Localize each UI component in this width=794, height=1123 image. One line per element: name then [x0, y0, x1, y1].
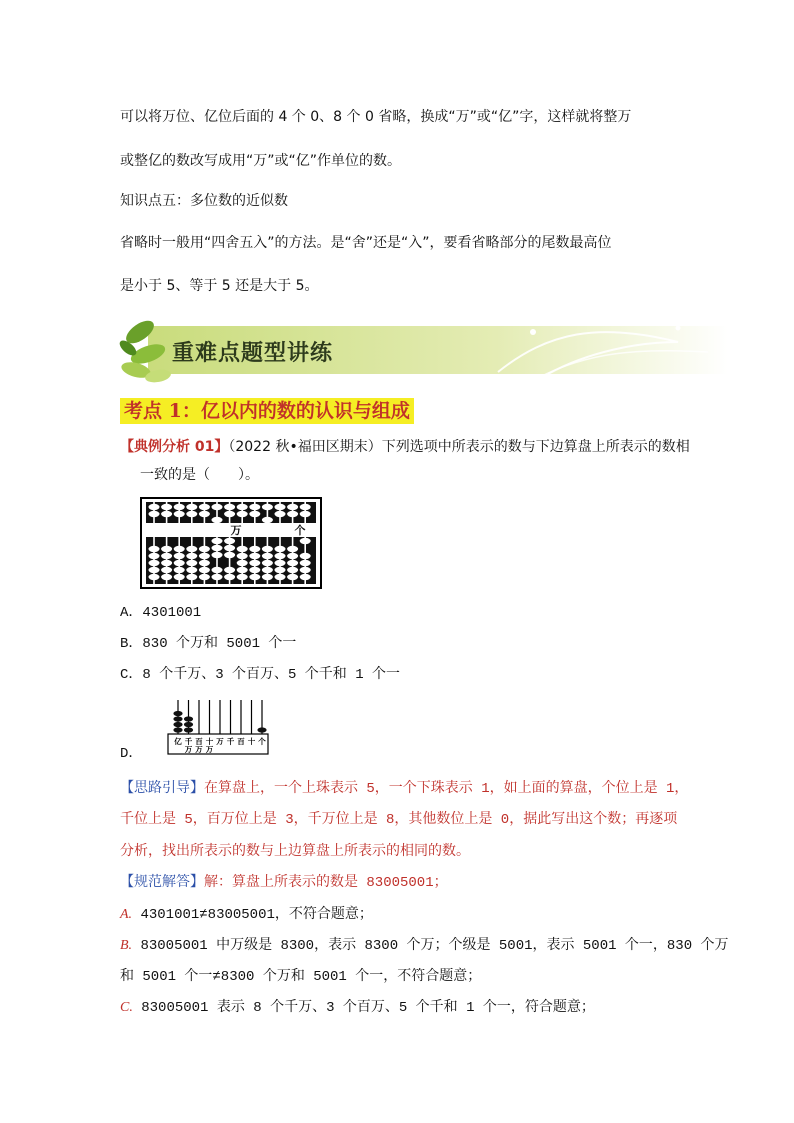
abacus-upper-bead: [237, 504, 248, 510]
small-abacus-bead: [257, 727, 266, 732]
text-line-5: 是小于 5、等于 5 还是大于 5。: [120, 278, 319, 294]
abacus-upper-bead: [212, 504, 223, 510]
abacus-lower-bead: [262, 546, 273, 552]
abacus-lower-bead: [287, 546, 298, 552]
abacus-lower-bead: [275, 574, 286, 580]
abacus-upper-bead: [262, 517, 273, 523]
small-abacus-label-bottom: 万: [195, 745, 203, 754]
small-abacus-label-top: 千: [226, 737, 235, 746]
answer-tag: 【规范解答】: [120, 875, 204, 891]
banner-title: 重难点题型讲练: [172, 341, 334, 366]
abacus-lower-bead: [249, 546, 260, 552]
abacus-lower-bead: [161, 574, 172, 580]
abacus-lower-bead: [300, 567, 311, 573]
abacus-lower-bead: [249, 574, 260, 580]
abacus-lower-bead: [186, 567, 197, 573]
small-abacus-label-bottom: 万: [205, 745, 214, 754]
small-abacus-label-top: 万: [216, 737, 224, 746]
abacus-lower-bead: [161, 567, 172, 573]
abacus-lower-bead: [149, 560, 160, 566]
abacus-lower-bead: [212, 538, 223, 544]
abacus-upper-bead: [212, 517, 223, 523]
kaodian-heading: 考点 1：亿以内的数的认识与组成: [120, 398, 414, 424]
small-abacus-image: [160, 698, 275, 756]
abacus-lower-bead: [212, 567, 223, 573]
abacus-upper-bead: [186, 504, 197, 510]
abacus-lower-bead: [237, 553, 248, 559]
answer-c-text: 83005001 表示 8 个千万、3 个百万、5 个千和 1 个一，符合题意；: [141, 1000, 595, 1016]
abacus-lower-bead: [287, 560, 298, 566]
abacus-lower-bead: [174, 567, 185, 573]
abacus-upper-bead: [275, 511, 286, 517]
abacus-lower-bead: [199, 567, 210, 573]
abacus-image: [140, 497, 322, 589]
abacus-lower-bead: [174, 546, 185, 552]
abacus-lower-bead: [262, 560, 273, 566]
small-abacus-bead: [184, 722, 193, 727]
abacus-lower-bead: [199, 574, 210, 580]
abacus-lower-bead: [149, 567, 160, 573]
abacus-lower-bead: [161, 560, 172, 566]
small-abacus-label-top: 个: [258, 737, 266, 746]
option-a: A．4301001: [120, 605, 202, 621]
abacus-lower-bead: [300, 574, 311, 580]
small-abacus-bead: [184, 716, 193, 721]
abacus-upper-bead: [174, 504, 185, 510]
abacus-upper-bead: [186, 511, 197, 517]
option-b: B．830 个万和 5001 个一: [120, 636, 297, 652]
abacus-lower-bead: [249, 553, 260, 559]
analysis-line-2: 千位上是 5，百万位上是 3，千万位上是 8，其他数位上是 0，据此写出这个数；再逐项: [120, 812, 678, 828]
abacus-lower-bead: [275, 567, 286, 573]
abacus-lower-bead: [237, 567, 248, 573]
abacus-lower-bead: [249, 567, 260, 573]
answer-b-line-2: 和 5001 个一≠8300 个万和 5001 个一，不符合题意；: [120, 969, 482, 985]
abacus-lower-bead: [249, 560, 260, 566]
abacus-upper-bead: [287, 504, 298, 510]
knowledge-point-5-title: 知识点五：多位数的近似数: [120, 193, 288, 209]
abacus-lower-bead: [174, 553, 185, 559]
small-abacus-label-top: 十: [205, 737, 214, 746]
text-line-2: 或整亿的数改写成用“万”或“亿”作单位的数。: [120, 153, 402, 169]
abacus-lower-bead: [300, 538, 311, 544]
text-line-1: 可以将万位、亿位后面的 4 个 0、8 个 0 省略，换成“万”或“亿”字，这样就将整万: [120, 109, 632, 125]
abacus-lower-bead: [212, 545, 223, 551]
abacus-upper-bead: [149, 511, 160, 517]
example-source: （2022 秋•福田区期末）下列选项中所表示的数与下边算盘上所表示的数相: [228, 439, 690, 455]
abacus-lower-bead: [199, 560, 210, 566]
answer-b-line: [120, 936, 729, 956]
answer-a-line: [120, 905, 373, 925]
small-abacus-bead: [173, 722, 182, 727]
abacus-lower-bead: [161, 546, 172, 552]
abacus-upper-bead: [161, 511, 172, 517]
abacus-lower-bead: [237, 574, 248, 580]
small-abacus-label-top: 百: [237, 737, 245, 746]
abacus-lower-bead: [287, 567, 298, 573]
abacus-lower-bead: [275, 553, 286, 559]
answer-a-text: 4301001≠83005001，不符合题意；: [140, 907, 373, 923]
small-abacus-label-top: 千: [184, 737, 193, 746]
example-line: [120, 437, 690, 457]
abacus-lower-bead: [224, 552, 235, 558]
abacus-lower-bead: [149, 546, 160, 552]
abacus-lower-bead: [199, 546, 210, 552]
small-abacus-label-top: 百: [195, 737, 203, 746]
abacus-upper-bead: [275, 504, 286, 510]
abacus-lower-bead: [174, 574, 185, 580]
abacus-lower-bead: [186, 560, 197, 566]
abacus-lower-bead: [199, 553, 210, 559]
abacus-upper-bead: [199, 511, 210, 517]
abacus-lower-bead: [287, 553, 298, 559]
answer-c-line: [120, 998, 595, 1018]
answer-b-text: 83005001 中万级是 8300，表示 8300 个万；个级是 5001，表示 5001 个一，830 个万: [140, 938, 729, 954]
abacus-lower-bead: [186, 546, 197, 552]
abacus-lower-bead: [237, 546, 248, 552]
abacus-lower-bead: [149, 553, 160, 559]
ge-label: 个: [294, 524, 306, 537]
example-tag: 【典例分析 01】: [120, 439, 229, 455]
abacus-lower-bead: [224, 567, 235, 573]
abacus-lower-bead: [174, 560, 185, 566]
analysis-line-1: [120, 779, 688, 799]
abacus-lower-bead: [275, 546, 286, 552]
abacus-lower-bead: [275, 560, 286, 566]
abacus-lower-bead: [186, 553, 197, 559]
answer-text-1: 解：算盘上所表示的数是 83005001；: [204, 875, 448, 891]
abacus-upper-bead: [149, 504, 160, 510]
answer-a-letter: A.: [120, 907, 133, 922]
small-abacus-bead: [173, 711, 182, 716]
abacus-upper-bead: [224, 511, 235, 517]
small-abacus-bead: [184, 727, 193, 732]
answer-b-letter: B.: [120, 938, 133, 953]
abacus-lower-bead: [300, 560, 311, 566]
abacus-upper-bead: [199, 504, 210, 510]
abacus-lower-bead: [224, 574, 235, 580]
abacus-upper-bead: [249, 504, 260, 510]
abacus-lower-bead: [224, 545, 235, 551]
small-abacus-bead: [173, 716, 182, 721]
abacus-upper-bead: [161, 504, 172, 510]
abacus-lower-bead: [212, 574, 223, 580]
abacus-lower-bead: [287, 574, 298, 580]
abacus-lower-bead: [262, 553, 273, 559]
abacus-lower-bead: [262, 574, 273, 580]
small-abacus-label-top: 十: [247, 737, 256, 746]
analysis-text-1: 在算盘上，一个上珠表示 5，一个下珠表示 1，如上面的算盘，个位上是 1，: [204, 781, 689, 797]
abacus-upper-bead: [300, 511, 311, 517]
abacus-lower-bead: [224, 538, 235, 544]
abacus-lower-bead: [161, 553, 172, 559]
answer-line-1: [120, 873, 448, 893]
option-d-label: D．: [120, 746, 143, 762]
text-line-4: 省略时一般用“四舍五入”的方法。是“舍”还是“入”，要看省略部分的尾数最高位: [120, 235, 612, 251]
analysis-tag: 【思路引导】: [120, 781, 204, 797]
abacus-upper-bead: [300, 504, 311, 510]
abacus-lower-bead: [237, 560, 248, 566]
abacus-lower-bead: [186, 574, 197, 580]
abacus-lower-bead: [300, 553, 311, 559]
answer-c-letter: C.: [120, 1000, 133, 1015]
abacus-upper-bead: [287, 511, 298, 517]
abacus-upper-bead: [224, 504, 235, 510]
abacus-upper-bead: [262, 504, 273, 510]
small-abacus-label-top: 亿: [174, 737, 182, 746]
small-abacus-label-bottom: 万: [184, 745, 193, 754]
abacus-lower-bead: [262, 567, 273, 573]
option-c: C．8 个千万、3 个百万、5 个千和 1 个一: [120, 667, 401, 683]
small-abacus-bead: [173, 727, 182, 732]
analysis-line-3: 分析，找出所表示的数与上边算盘上所表示的相同的数。: [120, 844, 470, 860]
abacus-upper-bead: [237, 511, 248, 517]
abacus-lower-bead: [149, 574, 160, 580]
abacus-upper-bead: [249, 511, 260, 517]
example-cont: 一致的是（ ）。: [140, 467, 259, 483]
wan-label: 万: [230, 524, 242, 537]
abacus-lower-bead: [212, 552, 223, 558]
abacus-upper-bead: [174, 511, 185, 517]
